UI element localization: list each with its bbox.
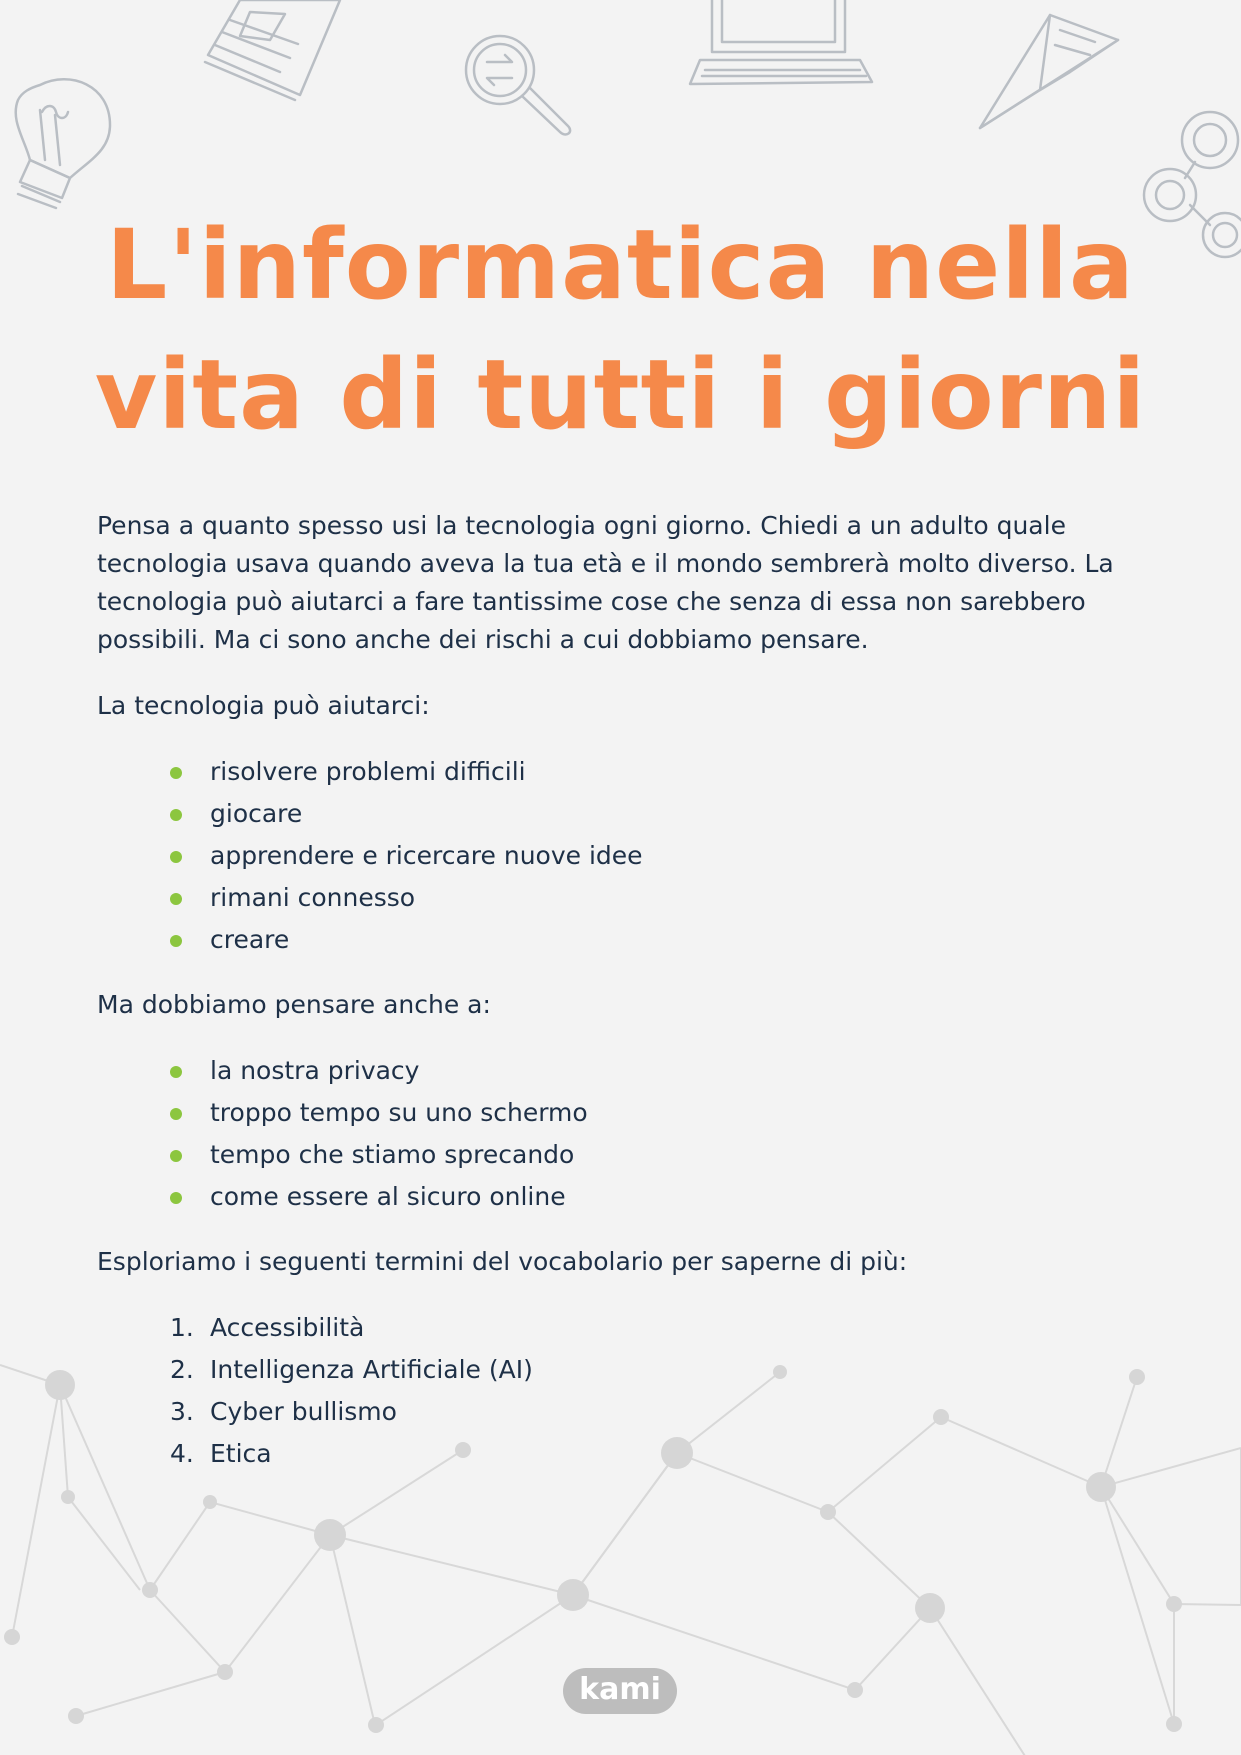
bullet-dot <box>170 1066 182 1078</box>
benefits-list <box>97 751 1137 961</box>
paper-plane-icon <box>980 15 1118 128</box>
benefits-lead: La tecnologia può aiutarci: <box>97 691 430 720</box>
list-item: giocare <box>170 793 1137 835</box>
newspaper-icon <box>205 0 340 100</box>
bullet-dot <box>170 893 182 905</box>
lightbulb-icon <box>16 79 110 208</box>
bullet-dot <box>170 1192 182 1204</box>
intro-paragraph: Pensa a quanto spesso usi la tecnologia ogni giorno. Chiedi a un adulto quale tecnologia usava quando aveva la tua età e il mondo sembrerà molto diverso. La tecnologia può aiutarci a fare tantissime cose che senza di essa non sarebbero possibili. Ma ci sono anche dei rischi a cui dobbiamo pensare. <box>97 511 1114 654</box>
list-item: 1. Accessibilità <box>170 1313 365 1342</box>
list-item: la nostra privacy <box>170 1050 1137 1092</box>
bullet-dot <box>170 1150 182 1162</box>
risks-lead: Ma dobbiamo pensare anche a: <box>97 990 491 1019</box>
vocabulary-lead: Esploriamo i seguenti termini del vocabolario per saperne di più: <box>97 1247 908 1276</box>
list-item: 3. Cyber bullismo <box>170 1397 397 1426</box>
list-item: come essere al sicuro online <box>170 1176 1137 1218</box>
title-line-2: vita di tutti i giorni <box>94 339 1147 451</box>
list-item: rimani connesso <box>170 877 1137 919</box>
list-item: creare <box>170 919 1137 961</box>
bullet-dot <box>170 935 182 947</box>
list-item: 2. Intelligenza Artificiale (AI) <box>170 1355 533 1384</box>
bullet-dot <box>170 851 182 863</box>
list-item: risolvere problemi difficili <box>170 751 1137 793</box>
list-item: 4. Etica <box>170 1439 272 1468</box>
laptop-icon <box>690 0 872 84</box>
list-item: apprendere e ricercare nuove idee <box>170 835 1137 877</box>
bullet-dot <box>170 767 182 779</box>
magnifier-icon <box>466 36 570 134</box>
list-item: troppo tempo su uno schermo <box>170 1092 1137 1134</box>
list-item: tempo che stiamo sprecando <box>170 1134 1137 1176</box>
risks-list <box>97 1050 1137 1218</box>
bullet-dot <box>170 1108 182 1120</box>
document-body <box>97 507 1137 1475</box>
bullet-dot <box>170 809 182 821</box>
kami-logo: kami <box>563 1668 677 1714</box>
title-line-1: L'informatica nella <box>106 209 1135 321</box>
